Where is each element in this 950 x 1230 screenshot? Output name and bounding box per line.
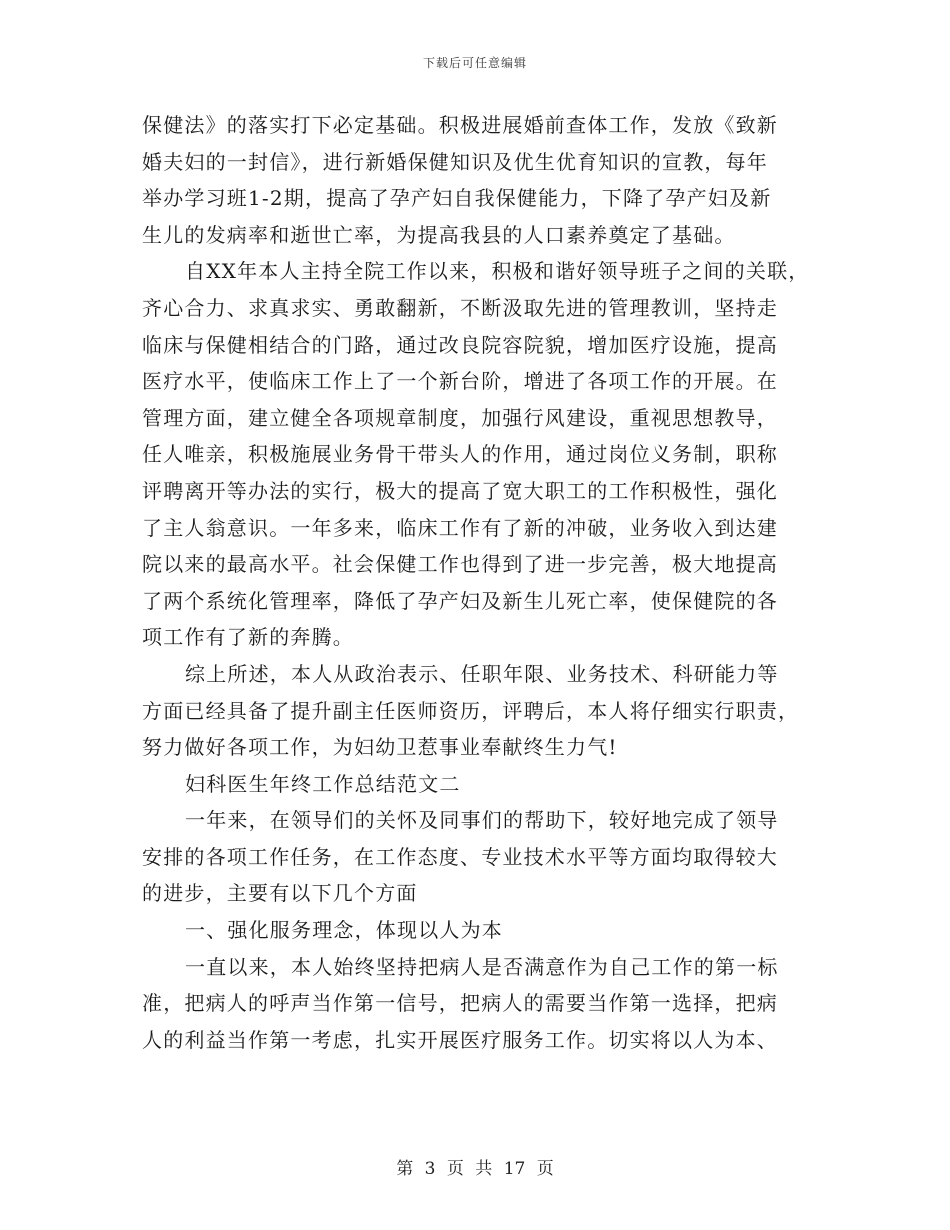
page-header: 下载后可任意编辑 [422, 56, 527, 70]
text-line: 安排的各项工作任务，在工作态度、专业技术水平等方面均取得较大 [142, 844, 778, 869]
text-line: 评聘离开等办法的实行，极大的提高了宽大职工的工作积极性，强化 [142, 478, 778, 503]
text-line: 自XX年本人主持全院工作以来，积极和谐好领导班子之间的关联， [185, 259, 810, 284]
text-line: 一年来，在领导们的关怀及同事们的帮助下，较好地完成了领导 [185, 808, 779, 833]
text-line: 医疗水平，使临床工作上了一个新台阶，增进了各项工作的开展。在 [142, 369, 778, 394]
text-line: 院以来的最高水平。社会保健工作也得到了进一步完善，极大地提高 [142, 552, 778, 577]
document-body [142, 107, 822, 1058]
text-line: 了两个系统化管理率，降低了孕产妇及新生儿死亡率，使保健院的各 [142, 588, 778, 613]
text-line: 一、强化服务理念，体现以人为本 [185, 918, 503, 943]
text-line: 生儿的发病率和逝世亡率，为提高我县的人口素养奠定了基础。 [142, 222, 736, 247]
page-footer: 第 3 页 共 17 页 [396, 1159, 554, 1179]
text-line: 的进步，主要有以下几个方面 [142, 881, 418, 906]
text-line: 方面已经具备了提升副主任医师资历，评聘后，本人将仔细实行职责， [142, 698, 800, 723]
text-line: 人的利益当作第一考虑，扎实开展医疗服务工作。切实将以人为本、 [142, 1027, 778, 1052]
text-line: 举办学习班1-2期，提高了孕产妇自我保健能力，下降了孕产妇及新 [142, 186, 772, 211]
text-line: 一直以来，本人始终坚持把病人是否满意作为自己工作的第一标 [185, 954, 779, 979]
text-line: 管理方面，建立健全各项规章制度，加强行风建设，重视思想教导， [142, 405, 778, 430]
text-line: 保健法》的落实打下必定基础。积极进展婚前查体工作，发放《致新 [142, 113, 778, 137]
text-line: 临床与保健相结合的门路，通过改良院容院貌，增加医疗设施，提高 [142, 332, 778, 357]
text-line: 了主人翁意识。一年多来，临床工作有了新的冲破，业务收入到达建 [142, 515, 778, 540]
text-line: 婚夫妇的一封信》，进行新婚保健知识及优生优育知识的宣教，每年 [142, 149, 768, 174]
text-line: 齐心合力、求真求实、勇敢翻新，不断汲取先进的管理教训，坚持走 [142, 295, 778, 320]
text-line: 任人唯亲，积极施展业务骨干带头人的作用，通过岗位义务制，职称 [142, 442, 778, 467]
text-line: 准，把病人的呼声当作第一信号，把病人的需要当作第一选择，把病 [142, 991, 778, 1016]
text-line: 综上所述，本人从政治表示、任职年限、业务技术、科研能力等 [185, 661, 779, 686]
text-line: 项工作有了新的奔腾。 [142, 625, 354, 650]
text-line: 努力做好各项工作，为妇幼卫惹事业奉献终生力气! [142, 735, 618, 760]
text-line: 妇科医生年终工作总结范文二 [185, 771, 461, 796]
